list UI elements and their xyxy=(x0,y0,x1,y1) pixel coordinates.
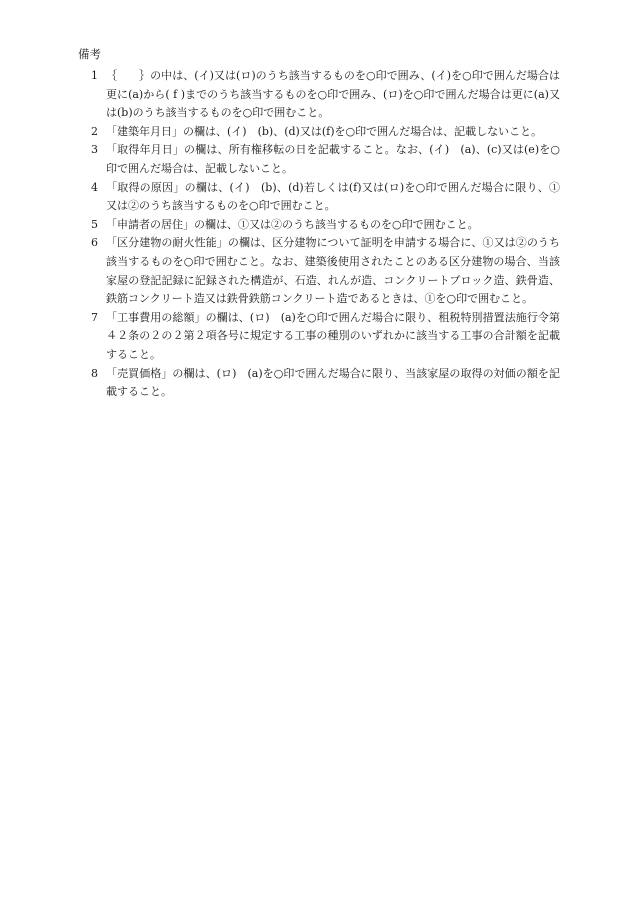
note-item xyxy=(78,234,560,308)
note-item xyxy=(78,309,560,365)
notes-heading: 備考 xyxy=(78,47,101,61)
note-text: 「取得年月日」の欄は、所有権移転の日を記載すること。なお、(イ) (a)、(c)又は(e)を○印で囲んだ場合は、記載しないこと。 xyxy=(106,143,560,175)
notes-list xyxy=(78,67,560,402)
note-number: 2 xyxy=(91,124,98,138)
note-text: 「工事費用の総額」の欄は、(ロ) (a)を○印で囲んだ場合に限り、租税特別措置法施行令第４２条の２の２第２項各号に規定する工事の種別のいずれかに該当する工事の合計額を記載すること。 xyxy=(106,310,560,361)
note-text: 「建築年月日」の欄は、(イ) (b)、(d)又は(f)を○印で囲んだ場合は、記載しないこと。 xyxy=(106,124,543,138)
note-number: 5 xyxy=(91,217,98,231)
note-number: 8 xyxy=(91,366,98,380)
note-item xyxy=(78,216,560,235)
note-text: ｛ ｝の中は、(イ)又は(ロ)のうち該当するものを○印で囲み、(イ)を○印で囲んだ場合は更に(a)から( f )までのうち該当するものを○印で囲み、(ロ)を○印で囲んだ場合は更に(a)又は(b)のうち該当するものを○印で囲むこと。 xyxy=(106,69,560,120)
note-item xyxy=(78,365,560,402)
note-number: 6 xyxy=(91,236,98,250)
note-number: 7 xyxy=(91,310,98,324)
note-number: 4 xyxy=(91,180,98,194)
note-number: 3 xyxy=(91,143,98,157)
note-text: 「取得の原因」の欄は、(イ) (b)、(d)若しくは(f)又は(ロ)を○印で囲んだ場合に限り、①又は②のうち該当するものを○印で囲むこと。 xyxy=(106,180,560,213)
note-item xyxy=(78,67,560,123)
note-number: 1 xyxy=(91,69,98,82)
note-text: 「売買価格」の欄は、(ロ) (a)を○印で囲んだ場合に限り、当該家屋の取得の対価の額を記載すること。 xyxy=(106,366,560,399)
note-item xyxy=(78,141,560,178)
note-text: 「区分建物の耐火性能」の欄は、区分建物について証明を申請する場合に、①又は②のうち該当するものを○印で囲むこと。なお、建築後使用されたことのある区分建物の場合、当該家屋の登記記録に記録された構造が、石造、れんが造、コンクリートブロック造、鉄骨造、鉄筋コンクリート造又は鉄骨鉄筋コンクリート造であるときは、①を○印で囲むこと。 xyxy=(106,236,560,306)
note-item xyxy=(78,123,560,142)
note-item xyxy=(78,179,560,216)
note-text: 「申請者の居住」の欄は、①又は②のうち該当するものを○印で囲むこと。 xyxy=(106,217,479,231)
